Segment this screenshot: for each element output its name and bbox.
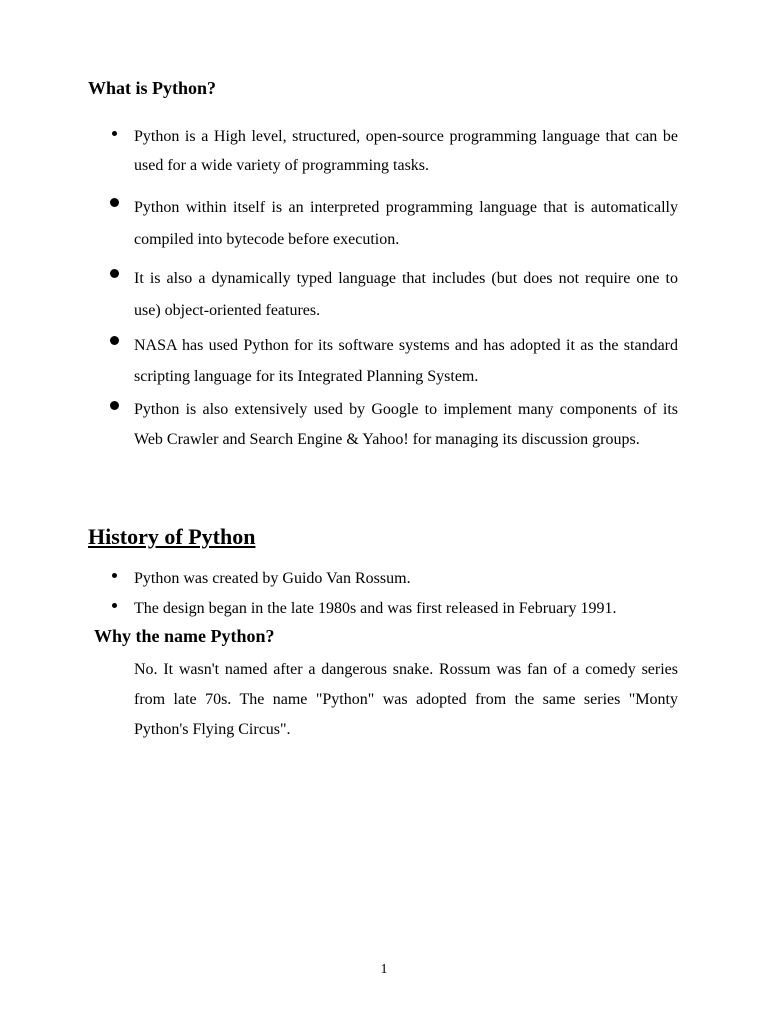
bullet-icon — [112, 573, 117, 578]
page-number: 1 — [380, 962, 388, 977]
bullet-icon — [110, 401, 119, 410]
list-item-text: Python was created by Guido Van Rossum. — [134, 570, 411, 587]
bullet-icon — [112, 603, 117, 608]
list-item — [134, 263, 678, 327]
list-item-text: NASA has used Python for its software systems and has adopted it as the standard scripting language for its Integrated Planning System. — [134, 337, 678, 385]
list-item-text: Python is also extensively used by Google to implement many components of its Web Crawler and Search Engine & Yahoo! for managing its discussion groups. — [134, 401, 678, 448]
bullet-icon — [112, 131, 117, 136]
list-item — [134, 330, 678, 392]
list-item-text: The design began in the late 1980s and was first released in February 1991. — [134, 600, 617, 617]
list-item-text: Python is a High level, structured, open-source programming language that can be used for a wide variety of programming tasks. — [134, 128, 678, 174]
list-item-text: It is also a dynamically typed language that includes (but does not require one to use) object-oriented features. — [134, 270, 678, 319]
section-heading-why-the-name: Why the name Python? — [94, 626, 275, 646]
list-item — [134, 594, 678, 624]
list-item — [134, 395, 678, 455]
list-item — [134, 192, 678, 256]
list-item — [134, 122, 678, 180]
bullet-icon — [110, 198, 119, 207]
bullet-list-history — [134, 564, 678, 624]
section-heading-what-is-python: What is Python? — [88, 78, 217, 98]
bullet-icon — [110, 336, 119, 345]
bullet-list-what-is-python — [134, 122, 678, 455]
list-item-text: Python within itself is an interpreted programming language that is automatically compiled into bytecode before execution. — [134, 199, 678, 248]
section-heading-history-of-python: History of Python — [88, 524, 256, 549]
paragraph-why-the-name: No. It wasn't named after a dangerous snake. Rossum was fan of a comedy series from late 70s. The name "Python" was adopted from the same series "Monty Python's Flying Circus". — [134, 661, 678, 738]
bullet-icon — [110, 269, 119, 278]
list-item — [134, 564, 678, 594]
